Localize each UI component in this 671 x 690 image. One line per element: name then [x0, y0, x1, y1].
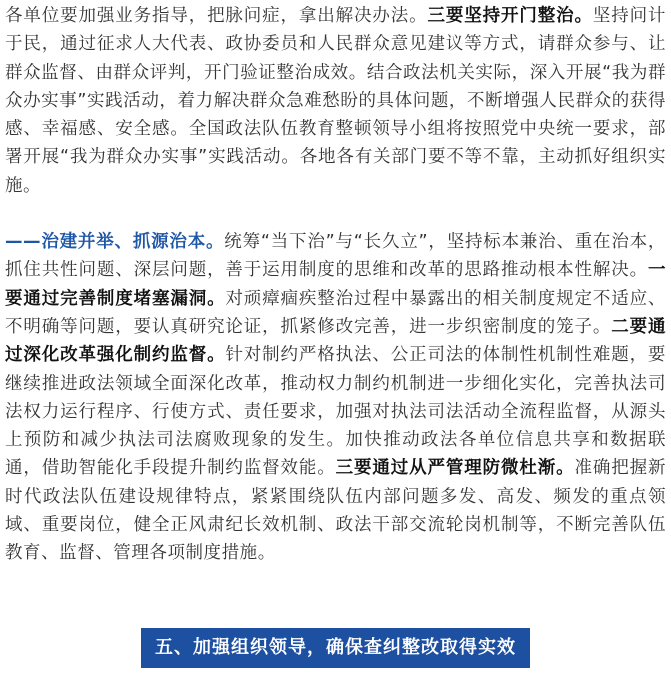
section-heading-container: [0, 628, 671, 668]
paragraph-text: 准确把握新时代政法队伍建设规律特点，紧紧围绕队伍内部问题多发、高发、频发的重点领域、重要岗位，健全正风肃纪长效机制、政法干部交流轮岗机制等，不断完善队伍教育、监督、管理各项制度措施。: [5, 458, 666, 564]
bold-point-improve-system: 一要通过完善制度堵塞漏洞。: [5, 260, 666, 309]
section-heading: 五、加强组织领导，确保查纠整改取得实效: [141, 628, 530, 668]
paragraph-open-rectification: [5, 2, 666, 200]
paragraph-text: 坚持问计于民，通过征求人大代表、政协委员和人民群众意见建议等方式，请群众参与、让群众监督、由群众评判，开门验证整治成效。结合政法机关实际，深入开展“我为群众办实事”实践活动，着力解决群众急难愁盼的具体问题，不断增强人民群众的获得感、幸福感、安全感。全国政法队伍教育整顿领导小组将按照党中央统一要求，部署开展“我为群众办实事”实践活动。各地各有关部门要不等不靠，主动抓好组织实施。: [5, 6, 666, 196]
paragraph-text: 对顽瘴痼疾整治过程中暴露出的相关制度规定不适应、不明确等问题，要认真研究论证，抓紧修改完善，进一步织密制度的笼子。: [5, 288, 666, 337]
paragraph-text: 统筹“当下治”与“长久立”，坚持标本兼治、重在治本，抓住共性问题、深层问题，善于运用制度的思维和改革的思路推动根本性解决。: [5, 232, 666, 281]
section-lead-heading: ——治建并举、抓源治本。: [5, 232, 225, 253]
bold-point-open-rectification: 三要坚持开门整治。: [427, 6, 593, 26]
paragraph-text: 各单位要加强业务指导，把脉问症，拿出解决办法。: [5, 6, 428, 26]
paragraph-text: 针对制约严格执法、公正司法的体制性机制性难题，要继续推进政法领域全面深化改革，推动权力制约机制进一步细化实化，完善执法司法权力运行程序、行使方式、责任要求，加强对执法司法活动全流程监督，从源头上预防和减少执法司法腐败现象的发生。加快推动政法各单位信息共享和数据联通，借助智能化手段提升制约监督效能。: [5, 345, 666, 479]
bold-point-deepen-reform: 二要通过深化改革强化制约监督。: [5, 316, 666, 366]
bold-point-strict-management: 三要通过从严管理防微杜渐。: [335, 458, 575, 479]
paragraph-root-cause: [5, 228, 666, 568]
